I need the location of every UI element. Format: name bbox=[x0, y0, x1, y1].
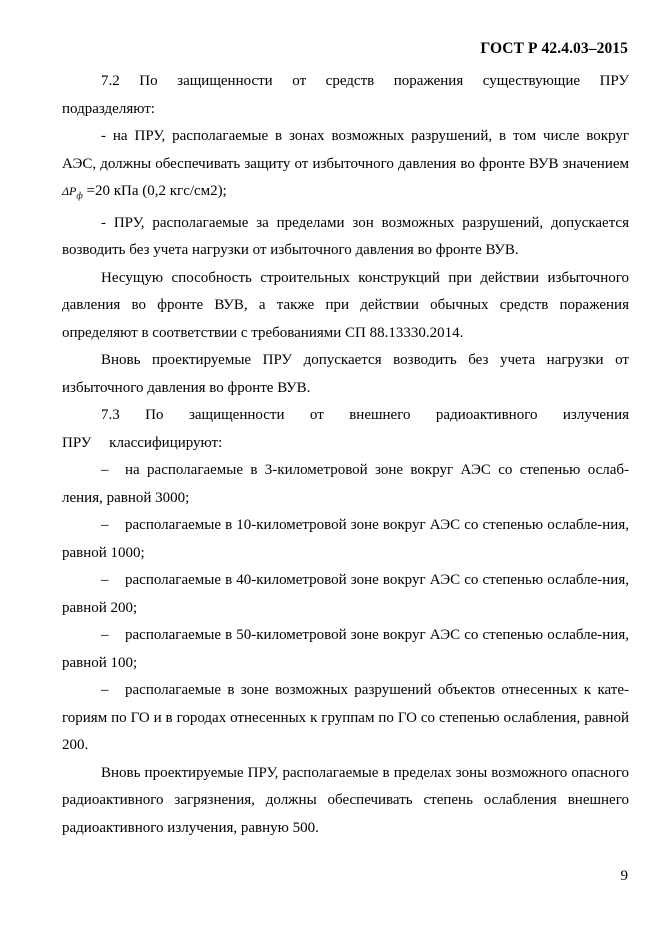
pressure-formula-subscript: ф bbox=[76, 190, 83, 201]
list-marker: – bbox=[101, 682, 109, 699]
section-7-2-new: Вновь проектируемые ПРУ допускается возводить без учета нагрузки от избыточного давления во фронте ВУВ. bbox=[62, 352, 629, 396]
section-7-2-item-1-value: =20 кПа (0,2 кгс/см2); bbox=[82, 183, 227, 199]
section-7-2-item-2: - ПРУ, располагаемые за пределами зон возможных разрушений, допускается возводить без учета нагрузки от избыточного давления во фронте ВУВ. bbox=[62, 214, 629, 259]
section-7-2-bearing: Несущую способность строительных конструкций при действии избыточного давления во фронте ВУВ, а также при действии обычных средств поражения определяют в соответствии с требованиями СП 88.13330.2014. bbox=[62, 269, 629, 341]
list-item bbox=[62, 622, 629, 677]
list-item-text: располагаемые в 10-километровой зоне вокруг АЭС со степенью ослабле-ния, равной 1000; bbox=[62, 517, 629, 561]
pressure-formula bbox=[62, 184, 83, 201]
pressure-formula-symbol: ΔP bbox=[62, 184, 77, 198]
list-item-text: на располагаемые в 3-километровой зоне вокруг АЭС со степенью ослаб-ления, равной 3000; bbox=[62, 462, 629, 506]
section-7-2-item-1-text: - на ПРУ, располагаемые в зонах возможных разрушений, в том числе вокруг АЭС, должны обеспечивать защиту от избыточного давления во фронте ВУВ значением bbox=[62, 128, 629, 172]
list-marker: – bbox=[101, 517, 109, 534]
section-7-3-new: Вновь проектируемые ПРУ, располагаемые в пределах зоны возможного опасного радиоактивного загрязнения, должны обеспечивать степень ослабления внешнего радиоактивного излучения, равную 500. bbox=[62, 764, 629, 836]
list-item bbox=[62, 512, 629, 567]
section-7-2-intro: 7.2 По защищенности от средств поражения существующие ПРУ подразделяют: bbox=[62, 73, 629, 117]
list-item bbox=[62, 677, 629, 760]
list-item-text: располагаемые в зоне возможных разрушений объектов отнесенных к кате-гориям по ГО и в городах отнесенных к группам по ГО со степенью ослабления, равной 200. bbox=[62, 682, 629, 754]
document-header: ГОСТ Р 42.4.03–2015 bbox=[480, 40, 628, 57]
list-marker: – bbox=[101, 572, 109, 589]
list-marker: – bbox=[101, 627, 109, 644]
list-item-text: располагаемые в 40-километровой зоне вокруг АЭС со степенью ослабле-ния, равной 200; bbox=[62, 572, 629, 616]
list-item bbox=[62, 567, 629, 622]
page-number: 9 bbox=[620, 868, 628, 884]
list-item-text: располагаемые в 50-километровой зоне вокруг АЭС со степенью ослабле-ния, равной 100; bbox=[62, 627, 629, 671]
section-7-3-intro: 7.3 По защищенности от внешнего радиоактивного излучения ПРУ классифицируют: bbox=[62, 407, 629, 451]
section-7-2-item-1 bbox=[62, 123, 629, 210]
list-marker: – bbox=[101, 462, 109, 479]
list-item bbox=[62, 457, 629, 512]
document-body bbox=[62, 68, 629, 842]
